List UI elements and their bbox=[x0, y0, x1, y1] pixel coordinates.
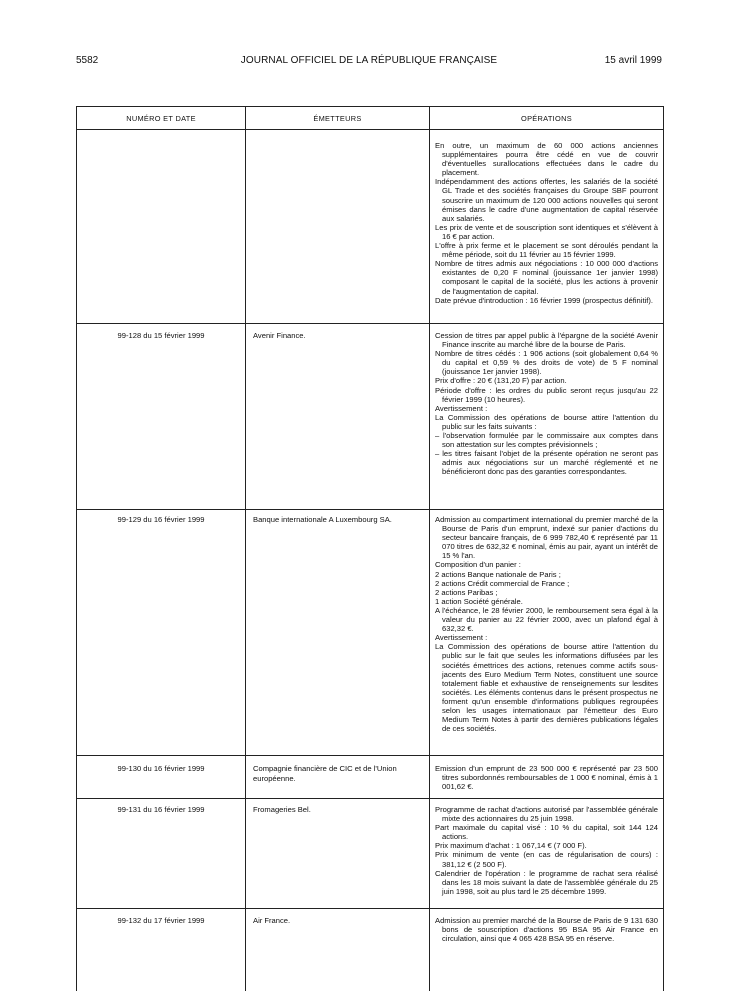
operation-paragraph: La Commission des opérations de bourse attire l'attention du public sur le fait que seules les informations diffusées par les sociétés émettrices des actions, retenues comme actifs sous-jacents des Euro Medium Term Notes, constituent une source totalement fiable et exhaustive de renseignements sur lesdites sociétés. Les éléments contenus dans le présent prospectus ne forment qu'un ensemble d'informations publiques regroupées selon les usages internationaux par l'émetteur des Euro Medium Term Notes à partir des dernières publications légales de ces sociétés. bbox=[435, 642, 658, 734]
operation-paragraph: Nombre de titres admis aux négociations : 10 000 000 d'actions existantes de 0,20 F nominal (jouissance 1er janvier 1998) composant le capital de la société, plus les actions à provenir de l'augmentation de capital. bbox=[435, 259, 658, 296]
journal-title: JOURNAL OFFICIEL DE LA RÉPUBLIQUE FRANÇAISE bbox=[240, 55, 498, 66]
row-separator bbox=[77, 323, 663, 324]
page-header bbox=[76, 55, 662, 69]
row-separator bbox=[77, 908, 663, 909]
row-number-date: 99-131 du 16 février 1999 bbox=[117, 805, 205, 814]
operations-cell bbox=[435, 515, 658, 733]
header-operations: OPÉRATIONS bbox=[521, 114, 572, 123]
operation-paragraph: Date prévue d'introduction : 16 février 1999 (prospectus définitif). bbox=[435, 295, 653, 305]
operations-cell bbox=[435, 331, 658, 477]
operation-paragraph: Avertissement : bbox=[435, 403, 488, 413]
operation-paragraph: L'offre à prix ferme et le placement se sont déroulés pendant la même période, soit du 11 février au 15 février 1999. bbox=[435, 241, 658, 260]
operation-paragraph: 1 action Société générale. bbox=[435, 596, 523, 606]
row-issuer: Fromageries Bel. bbox=[253, 805, 311, 814]
operation-paragraph: Admission au premier marché de la Bourse de Paris de 9 131 630 bons de souscription d'actions 95 BSA 95 Air France en circulation, ainsi que 4 065 428 BSA 95 en réserve. bbox=[435, 916, 658, 944]
operations-cell bbox=[435, 141, 658, 305]
column-divider bbox=[429, 107, 430, 991]
operation-paragraph: 2 actions Banque nationale de Paris ; bbox=[435, 569, 561, 579]
operations-cell bbox=[435, 805, 658, 896]
row-number-date: 99-130 du 16 février 1999 bbox=[117, 764, 205, 773]
operation-paragraph: Période d'offre : les ordres du public seront reçus jusqu'au 22 février 1999 (10 heures). bbox=[435, 385, 658, 404]
row-separator bbox=[77, 798, 663, 799]
operation-paragraph: Indépendamment des actions offertes, les salariés de la société GL Trade et des sociétés françaises du Groupe SBF pourront souscrire un maximum de 120 000 actions nouvelles qui seront émises dans le cadre d'une augmentation de capital réservée aux salariés. bbox=[435, 177, 658, 223]
operation-paragraph: – l'observation formulée par le commissaire aux comptes dans son attestation sur les comptes prévisionnels ; bbox=[435, 431, 658, 450]
operation-paragraph: Composition d'un panier : bbox=[435, 560, 521, 570]
operation-paragraph: Prix maximum d'achat : 1 067,14 € (7 000 F). bbox=[435, 841, 587, 851]
column-divider bbox=[245, 107, 246, 991]
operation-paragraph: Les prix de vente et de souscription sont identiques et s'élèvent à 16 € par action. bbox=[435, 222, 658, 241]
row-number-date: 99-129 du 16 février 1999 bbox=[117, 515, 205, 524]
operation-paragraph: 2 actions Crédit commercial de France ; bbox=[435, 578, 570, 588]
row-issuer: Air France. bbox=[253, 916, 291, 925]
operation-paragraph: En outre, un maximum de 60 000 actions anciennes supplémentaires pourra être cédé en vue de couvrir d'éventuelles surallocations effectuées dans le cadre du placement. bbox=[435, 141, 658, 178]
operations-cell bbox=[435, 916, 658, 943]
row-issuer: Avenir Finance. bbox=[253, 331, 306, 340]
operation-paragraph: Prix minimum de vente (en cas de régularisation de cours) : 381,12 € (2 500 F). bbox=[435, 850, 658, 869]
operation-paragraph: Calendrier de l'opération : le programme de rachat sera réalisé dans les 18 mois suivant la date de l'assemblée générale du 25 juin 1998, soit au plus tard le 25 décembre 1999. bbox=[435, 868, 658, 896]
table-header-row bbox=[77, 107, 663, 130]
row-number-date: 99-132 du 17 février 1999 bbox=[117, 916, 205, 925]
row-separator bbox=[77, 755, 663, 756]
operation-paragraph: – les titres faisant l'objet de la présente opération ne seront pas admis aux négociations sur un marché réglementé et ne bénéficieront donc pas des garanties correspondantes. bbox=[435, 449, 658, 477]
operation-paragraph: Avertissement : bbox=[435, 633, 488, 643]
row-separator bbox=[77, 509, 663, 510]
operations-cell bbox=[435, 764, 658, 791]
operation-paragraph: Cession de titres par appel public à l'épargne de la société Avenir Finance inscrite au marché libre de la bourse de Paris. bbox=[435, 331, 658, 350]
row-issuer: Banque internationale A Luxembourg SA. bbox=[253, 515, 392, 524]
operation-paragraph: Programme de rachat d'actions autorisé par l'assemblée générale mixte des actionnaires du 25 juin 1998. bbox=[435, 805, 658, 824]
header-number-date: NUMÉRO ET DATE bbox=[126, 114, 196, 123]
operation-paragraph: Prix d'offre : 20 € (131,20 F) par action. bbox=[435, 376, 567, 386]
operation-paragraph: La Commission des opérations de bourse attire l'attention du public sur les faits suivants : bbox=[435, 412, 658, 431]
issue-date: 15 avril 1999 bbox=[604, 55, 662, 66]
operation-paragraph: Emission d'un emprunt de 23 500 000 € représenté par 23 500 titres subordonnés remboursables de 1 000 € nominal, émis à 1 001,62 €. bbox=[435, 764, 658, 792]
operation-paragraph: Part maximale du capital visé : 10 % du capital, soit 144 124 actions. bbox=[435, 823, 658, 842]
operation-paragraph: 2 actions Paribas ; bbox=[435, 587, 498, 597]
row-number-date: 99-128 du 15 février 1999 bbox=[117, 331, 205, 340]
operation-paragraph: A l'échéance, le 28 février 2000, le remboursement sera égal à la valeur du panier au 22 février 2000, avec un plafond égal à 632,32 €. bbox=[435, 605, 658, 634]
page-number: 5582 bbox=[76, 55, 99, 66]
row-issuer: Compagnie financière de CIC et de l'Union européenne. bbox=[253, 764, 397, 783]
operations-table bbox=[76, 106, 664, 991]
operation-paragraph: Admission au compartiment international du premier marché de la Bourse de Paris d'un emprunt, indexé sur panier d'actions du secteur bancaire français, de 6 999 782,40 € représenté par 11 070 titres de 632,32 € nominal, émis au pair, ayant un intérêt de 15 % l'an. bbox=[435, 515, 658, 561]
header-issuers: ÉMETTEURS bbox=[313, 114, 362, 123]
operation-paragraph: Nombre de titres cédés : 1 906 actions (soit globalement 0,64 % du capital et 0,59 % des droits de vote) de 5 F nominal (jouissance 1er janvier 1998). bbox=[435, 349, 658, 377]
